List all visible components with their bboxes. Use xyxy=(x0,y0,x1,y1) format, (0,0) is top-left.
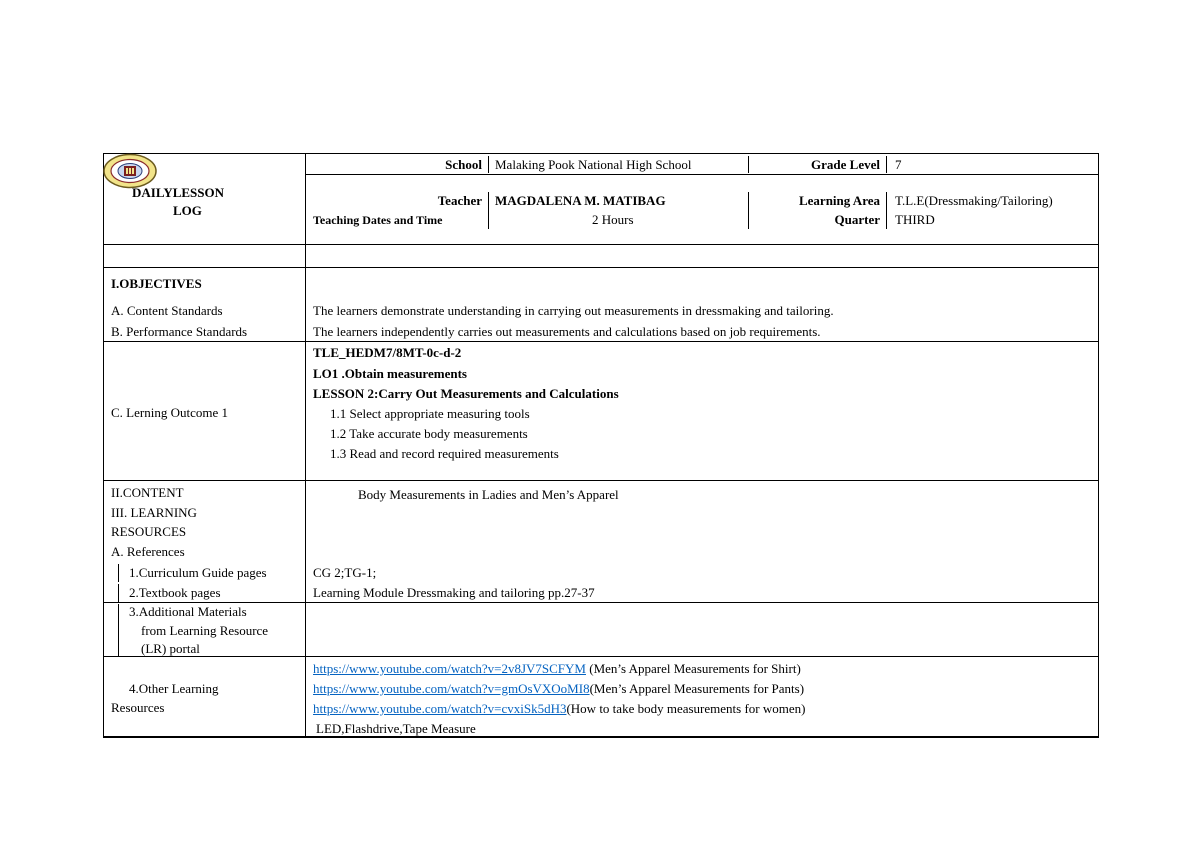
indent-tick xyxy=(118,584,119,602)
row-divider xyxy=(103,267,1099,268)
indent-tick xyxy=(118,564,119,582)
content-heading: II.CONTENT xyxy=(111,485,184,500)
log-title-2: LOG xyxy=(173,203,202,218)
lesson-title: LESSON 2:Carry Out Measurements and Calculations xyxy=(313,386,619,401)
resources-heading-2: RESOURCES xyxy=(111,524,187,539)
header-divider xyxy=(306,174,1099,175)
resources-heading: III. LEARNING xyxy=(111,505,197,520)
cell-separator xyxy=(886,156,887,173)
school-seal-logo xyxy=(102,153,158,189)
row-divider xyxy=(103,244,1099,245)
teacher-value: MAGDALENA M. MATIBAG xyxy=(495,193,666,208)
outcome-item: 1.1 Select appropriate measuring tools xyxy=(330,406,530,421)
additional-materials-label-2: from Learning Resource xyxy=(141,623,269,638)
textbook-value: Learning Module Dressmaking and tailoring pp.27-37 xyxy=(313,585,595,600)
other-resources-label: 4.Other Learning xyxy=(129,681,219,696)
content-standards-value: The learners demonstrate understanding in carrying out measurements in dressmaking and tailoring. xyxy=(313,303,834,318)
performance-standards-label: B. Performance Standards xyxy=(111,324,248,339)
additional-materials-label: 3.Additional Materials xyxy=(129,604,247,619)
curriculum-guide-label: 1.Curriculum Guide pages xyxy=(129,565,267,580)
row-divider xyxy=(103,602,1099,603)
content-standards-label: A. Content Standards xyxy=(111,303,223,318)
indent-tick xyxy=(118,604,119,656)
outcome-item: 1.2 Take accurate body measurements xyxy=(330,426,528,441)
teacher-label: Teacher xyxy=(437,193,482,208)
top-border xyxy=(103,153,1099,154)
youtube-link[interactable]: https://www.youtube.com/watch?v=gmOsVXOoMI8 xyxy=(313,681,590,696)
learning-area-value: T.L.E(Dressmaking/Tailoring) xyxy=(895,193,1053,208)
link-description: (How to take body measurements for women) xyxy=(566,701,806,716)
grade-level-value: 7 xyxy=(895,157,902,172)
bottom-border xyxy=(103,736,1099,738)
learning-outcome-label: C. Lerning Outcome 1 xyxy=(111,405,228,420)
outcome-item: 1.3 Read and record required measurements xyxy=(330,446,559,461)
additional-materials-label-3: (LR) portal xyxy=(141,641,200,656)
other-resources-label-2: Resources xyxy=(111,700,165,715)
link-description: (Men’s Apparel Measurements for Pants) xyxy=(589,681,805,696)
cell-separator xyxy=(748,156,749,173)
cell-separator xyxy=(488,192,489,229)
resource-link-row xyxy=(313,661,801,677)
performance-standards-value: The learners independently carries out measurements and calculations based on job requirements. xyxy=(313,324,821,339)
resource-link-row xyxy=(313,701,805,717)
references-label: A. References xyxy=(111,544,185,559)
left-border xyxy=(103,153,104,738)
cell-separator xyxy=(748,192,749,229)
school-label: School xyxy=(445,157,482,172)
teaching-dates-label: Teaching Dates and Time xyxy=(313,213,443,227)
youtube-link[interactable]: https://www.youtube.com/watch?v=cvxiSk5dH3 xyxy=(313,701,567,716)
link-description: (Men’s Apparel Measurements for Shirt) xyxy=(585,661,801,676)
quarter-value: THIRD xyxy=(895,212,935,227)
log-title: DAILYLESSON xyxy=(132,185,225,200)
curriculum-guide-value: CG 2;TG-1; xyxy=(313,565,377,580)
quarter-label: Quarter xyxy=(834,212,880,227)
school-value: Malaking Pook National High School xyxy=(495,157,692,172)
cell-separator xyxy=(886,192,887,229)
content-value: Body Measurements in Ladies and Men’s Apparel xyxy=(358,487,619,502)
cell-separator xyxy=(305,212,306,229)
youtube-link[interactable]: https://www.youtube.com/watch?v=2v8JV7SCFYM xyxy=(313,661,586,676)
teaching-dates-value: 2 Hours xyxy=(592,212,634,227)
materials-list: LED,Flashdrive,Tape Measure xyxy=(316,721,476,736)
resource-link-row xyxy=(313,681,804,697)
competency-code: TLE_HEDM7/8MT-0c-d-2 xyxy=(313,345,462,360)
textbook-label: 2.Textbook pages xyxy=(129,585,221,600)
grade-level-label: Grade Level xyxy=(811,157,880,172)
row-divider xyxy=(103,480,1099,481)
column-divider xyxy=(305,153,306,738)
row-divider xyxy=(103,341,1099,342)
learning-area-label: Learning Area xyxy=(798,193,880,208)
objectives-heading: I.OBJECTIVES xyxy=(111,276,202,291)
learning-outcome-title: LO1 .Obtain measurements xyxy=(313,366,467,381)
cell-separator xyxy=(488,156,489,173)
row-divider xyxy=(103,656,1099,657)
right-border xyxy=(1098,153,1099,738)
